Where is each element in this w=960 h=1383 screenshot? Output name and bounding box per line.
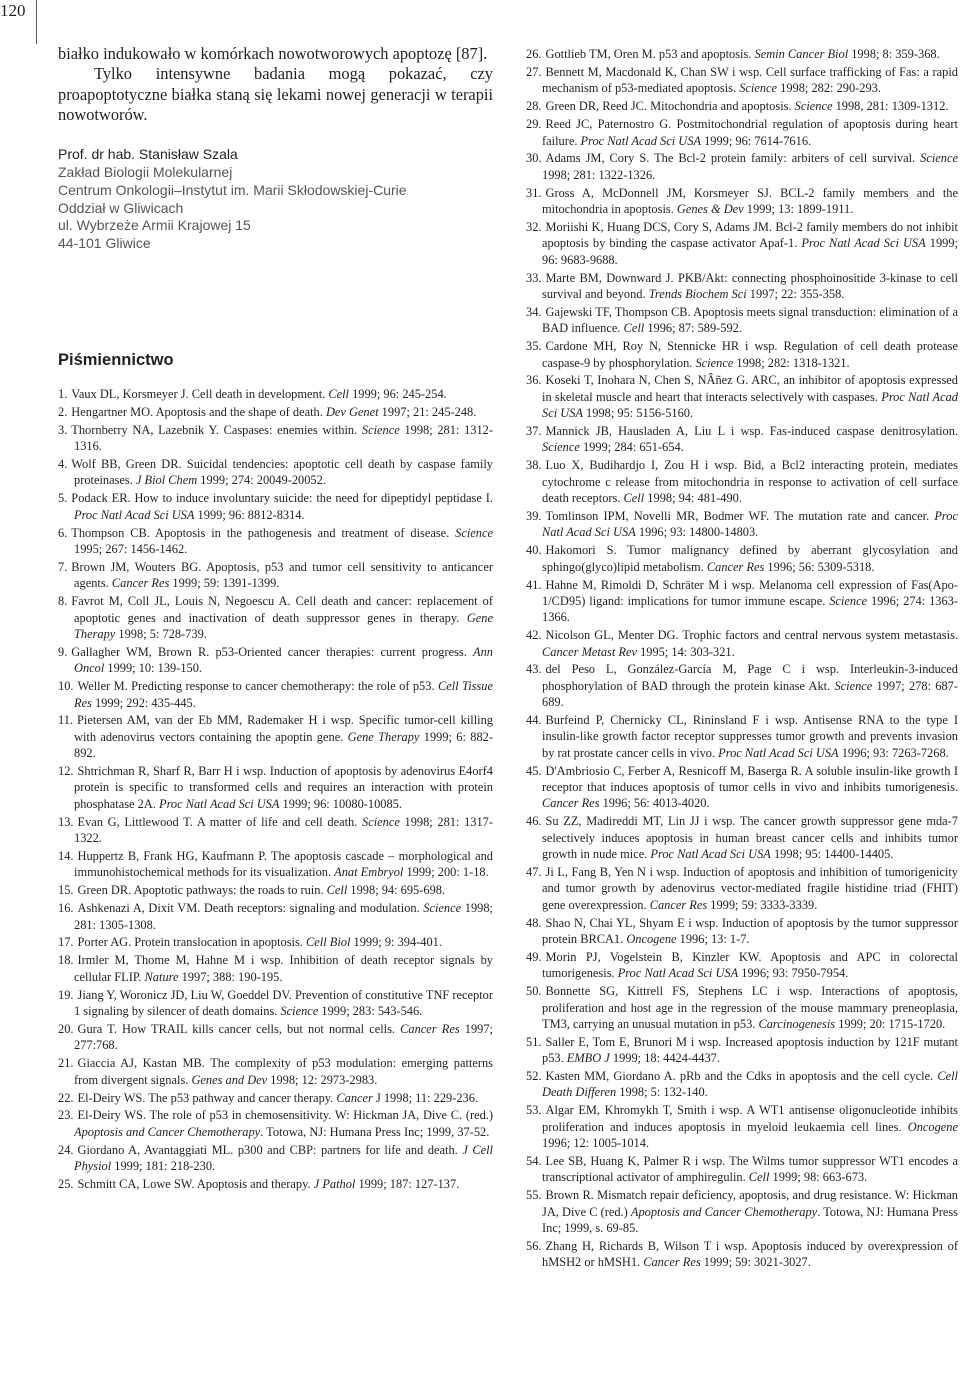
reference-journal: J Biol Chem [135, 473, 198, 488]
reference-details: 1997; 22: 355-358. [746, 286, 845, 301]
reference-text: D'Ambriosio C, Ferber A, Resnicoff M, Baserga R. A soluble insulin-like growth I receptor that induces apoptosis of tumor cells in vivo and inhibits tumorigenesis. [542, 763, 958, 795]
reference-number: 53. [526, 1103, 542, 1118]
reference-journal: Cell Tissue Res [74, 679, 493, 710]
reference-journal: Cell [328, 386, 349, 401]
author-address-line: 44-101 Gliwice [58, 235, 151, 252]
reference-number: 34. [526, 304, 542, 319]
reference-details: 1995; 267: 1456-1462. [74, 542, 188, 557]
reference-number: 2. [58, 404, 68, 419]
reference-item [58, 422, 493, 455]
reference-journal: Cell Death Differen [542, 1069, 958, 1100]
reference-number: 10. [58, 679, 74, 694]
reference-number: 20. [58, 1021, 74, 1036]
reference-text: Hakomori S. Tumor malignancy defined by aberrant glycosylation and sphingo(glyco)lipid metabolism. [542, 543, 958, 574]
reference-text: Reed JC, Paternostro G. Postmitochondrial regulation of apoptosis during heart failure. [542, 117, 958, 148]
reference-details: 1996; 13: 1-7. [676, 931, 750, 946]
reference-text: Pietersen AM, van der Eb MM, Rademaker H i wsp. Specific tumor-cell killing with adenovirus vectors containing the apoptin gene. [74, 713, 493, 744]
reference-details: 1999; 9: 394-401. [350, 935, 442, 950]
reference-item [526, 577, 958, 626]
reference-text: El-Deiry WS. The role of p53 in chemosensitivity. W: Hickman JA, Dive C. (red.) [77, 1108, 493, 1123]
reference-details: 1998; 281: 1322-1326. [542, 167, 656, 182]
reference-number: 3. [58, 422, 68, 437]
reference-journal: Genes & Dev [676, 202, 744, 217]
reference-journal: Proc Natl Acad Sci USA [801, 236, 926, 251]
reference-number: 31. [526, 185, 542, 200]
reference-text: Mannick JB, Hausladen A, Liu L i wsp. Fas-induced caspase denitrosylation. [545, 424, 958, 439]
reference-details: 1999; 98: 663-673. [769, 1170, 868, 1185]
reference-text: Bennett M, Macdonald K, Chan SW i wsp. Cell surface trafficking of Fas: a rapid mechanism of p53-mediated apoptosis. [542, 64, 958, 96]
reference-journal: Science [834, 678, 873, 693]
reference-text: Shao N, Chai YL, Shyam E i wsp. Induction of apoptosis by the tumor suppressor protein BRCA1. [542, 915, 958, 946]
reference-number: 56. [526, 1238, 542, 1253]
reference-details: . Totowa, NJ: Humana Press Inc; 1999, 37-52. [260, 1124, 490, 1139]
reference-text: Koseki T, Inohara N, Chen S, NÂñez G. ARC, an inhibitor of apoptosis expressed in skeletal muscle and heart that interacts selectively with caspases. [542, 373, 958, 404]
reference-journal: Cell [623, 321, 645, 336]
reference-item [526, 423, 958, 456]
reference-details: 1999; 6: 882-892. [74, 729, 493, 761]
reference-journal: Cancer [336, 1090, 373, 1105]
reference-details: 1999; 10: 139-150. [104, 661, 203, 676]
reference-details: 1999; 283: 543-546. [318, 1004, 423, 1019]
reference-item [58, 848, 493, 881]
reference-journal: Anat Embryol [334, 865, 404, 880]
reference-journal: Cell [748, 1170, 770, 1185]
reference-number: 27. [526, 64, 542, 79]
reference-details: 1999; 181: 218-230. [111, 1159, 216, 1174]
reference-text: Huppertz B, Frank HG, Kaufmann P. The apoptosis cascade – morphological and immunohistochemical methods for its visualization. [74, 848, 493, 880]
reference-number: 19. [58, 987, 74, 1002]
reference-journal: Science [695, 355, 734, 370]
reference-item [58, 490, 493, 523]
reference-text: Algar EM, Khromykh T, Smith i wsp. A WT1 antisense oligonucleotide inhibits proliferation and induces apoptosis in myeloid leukaemia cell lines. [542, 1103, 958, 1134]
reference-item [58, 593, 493, 642]
reference-item [58, 1090, 493, 1106]
reference-item [526, 457, 958, 506]
reference-details: 1999; 59: 1391-1399. [169, 576, 280, 591]
reference-details: 1997; 21: 245-248. [378, 404, 477, 419]
reference-number: 30. [526, 151, 542, 166]
reference-item [526, 627, 958, 660]
reference-item [526, 1187, 958, 1236]
reference-item [58, 1176, 493, 1192]
intro-paragraph-1: białko indukowało w komórkach nowotworowych apoptozę [87]. [58, 44, 488, 63]
author-address-line: Centrum Onkologii–Instytut im. Marii Skłodowskiej-Curie [58, 181, 407, 198]
reference-number: 16. [58, 901, 74, 916]
reference-number: 44. [526, 713, 542, 728]
reference-item [58, 952, 493, 985]
reference-item [58, 456, 493, 489]
reference-details: 1999; 96: 9683-9688. [542, 236, 958, 267]
author-address-line: Oddział w Gliwicach [58, 199, 184, 216]
reference-text: Weller M. Predicting response to cancer chemotherapy: the role of p53. [77, 679, 438, 694]
reference-journal: Cancer Res [706, 559, 765, 574]
reference-item [58, 678, 493, 711]
reference-journal: Science [423, 901, 462, 916]
reference-number: 49. [526, 949, 542, 964]
reference-details: 1996; 274: 1363-1366. [542, 593, 958, 625]
reference-item [526, 983, 958, 1032]
reference-number: 9. [58, 644, 68, 659]
reference-journal: Gene Therapy [347, 729, 420, 744]
reference-journal: Science [920, 151, 958, 166]
reference-item [526, 712, 958, 761]
reference-journal: Science [362, 814, 400, 829]
reference-item [526, 1034, 958, 1067]
reference-journal: EMBO J [566, 1051, 610, 1066]
reference-journal: Science [794, 99, 833, 114]
reference-journal: Science [455, 525, 493, 540]
reference-number: 18. [58, 953, 74, 968]
reference-number: 32. [526, 220, 542, 234]
reference-number: 1. [58, 386, 68, 401]
reference-text: Vaux DL, Korsmeyer J. Cell death in development. [71, 386, 329, 401]
reference-journal: Cell [623, 491, 645, 506]
reference-text: Porter AG. Protein translocation in apoptosis. [77, 935, 307, 950]
reference-details: 1998; 281: 1312-1316. [74, 422, 493, 454]
reference-item [526, 304, 958, 337]
reference-number: 48. [526, 915, 542, 930]
reference-item [58, 712, 493, 761]
reference-details: 1998; 5: 728-739. [115, 626, 207, 641]
reference-details: 1999; 18: 4424-4437. [609, 1051, 720, 1066]
reference-details: 1999; 187: 127-137. [355, 1177, 460, 1192]
reference-text: Brown JM, Wouters BG. Apoptosis, p53 and tumor cell sensitivity to anticancer agents. [71, 559, 493, 591]
reference-text: Wolf BB, Green DR. Suicidal tendencies: apoptotic cell death by caspase family proteinases. [71, 457, 493, 488]
reference-number: 7. [58, 559, 68, 574]
reference-item [58, 763, 493, 812]
reference-number: 40. [526, 543, 542, 558]
reference-text: del Peso L, González-García M, Page C i wsp. Interleukin-3-induced phosphorylation of BAD through the protein kinase Akt. [542, 662, 958, 693]
reference-text: Green DR. Apoptotic pathways: the roads to ruin. [77, 883, 327, 898]
reference-journal: Proc Natl Acad Sci USA [617, 966, 739, 981]
reference-details: 1998; 94: 481-490. [644, 491, 742, 506]
reference-item [526, 763, 958, 812]
reference-journal: Proc Natl Acad Sci USA [650, 847, 771, 862]
reference-text: Gottlieb TM, Oren M. p53 and apoptosis. [545, 47, 755, 61]
reference-details: 1999; 274: 20049-20052. [197, 473, 326, 488]
reference-journal: Proc Natl Acad Sci USA [159, 796, 280, 811]
reference-journal: Science [829, 593, 868, 608]
reference-number: 6. [58, 525, 68, 540]
reference-details: . Totowa, NJ: Humana Press Inc; 1999, s. 69-85. [542, 1204, 959, 1235]
reference-journal: Proc Natl Acad Sci USA [718, 745, 839, 760]
reference-text: Ashkenazi A, Dixit VM. Death receptors: signaling and modulation. [77, 901, 424, 916]
reference-details: 1998; 12: 2973-2983. [267, 1072, 378, 1087]
reference-item [58, 559, 493, 592]
reference-details: 1998; 95: 5156-5160. [582, 406, 694, 421]
reference-text: Ji L, Fang B, Yen N i wsp. Induction of apoptosis and inhibition of tumorigenicity and tumor growth by adenovirus vector-mediated fragile histidine triad (FHIT) gene overexpression. [542, 864, 958, 912]
reference-number: 25. [58, 1177, 74, 1192]
reference-text: Bonnette SG, Kittrell FS, Stephens LC i wsp. Interactions of apoptosis, proliferation and host age in the regression of the mouse mammary preneoplasia, TM3, carrying an unusual mutation in p53. [542, 984, 958, 1031]
reference-details: 1999; 96: 10080-10085. [279, 796, 402, 811]
reference-text: Gross A, McDonnell JM, Korsmeyer SJ. BCL-2 family members and the mitochondria in apoptosis. [542, 185, 958, 217]
reference-details: 1999; 96: 8812-8314. [194, 507, 305, 522]
reference-text: Gura T. How TRAIL kills cancer cells, but not normal cells. [77, 1021, 401, 1036]
header-rule [36, 0, 37, 44]
reference-journal: Proc Natl Acad Sci USA [542, 509, 958, 540]
reference-journal: Cancer Res [643, 1255, 701, 1270]
reference-number: 22. [58, 1090, 74, 1105]
reference-number: 5. [58, 491, 68, 506]
references-list-right [526, 46, 958, 1271]
reference-number: 21. [58, 1056, 74, 1071]
reference-number: 42. [526, 628, 542, 643]
reference-text: Gajewski TF, Thompson CB. Apoptosis meets signal transduction: elimination of a BAD influence. [542, 304, 958, 336]
reference-journal: J Pathol [313, 1177, 356, 1192]
intro-paragraph-2: Tylko intensywne badania mogą pokazać, czy proapoptotyczne białka staną się lekami nowej generacji w terapii nowotworów. [58, 64, 493, 124]
page-number: 120 [0, 1, 26, 20]
reference-details: 1996; 87: 589-592. [644, 321, 742, 336]
reference-number: 26. [526, 47, 542, 61]
reference-item [58, 814, 493, 847]
reference-text: Evan G, Littlewood T. A matter of life and cell death. [77, 814, 362, 829]
reference-details: J 1998; 11: 229-236. [372, 1090, 479, 1105]
reference-number: 55. [526, 1188, 542, 1203]
reference-text: Giordano A, Avantaggiati ML. p300 and CBP: partners for life and death. [77, 1142, 463, 1157]
reference-journal: Oncogene [907, 1119, 958, 1134]
reference-journal: Nature [144, 969, 179, 984]
reference-details: 1996; 93: 14800-14803. [635, 525, 759, 540]
reference-details: 1999; 20: 1715-1720. [835, 1016, 946, 1031]
reference-number: 28. [526, 99, 542, 114]
reference-item [58, 882, 493, 898]
reference-details: 1996; 56: 5309-5318. [764, 559, 875, 574]
reference-text: Thompson CB. Apoptosis in the pathogenesis and treatment of disease. [71, 525, 456, 540]
reference-item [526, 116, 958, 149]
reference-number: 41. [526, 577, 542, 592]
reference-journal: Science [739, 81, 778, 96]
reference-details: 1999; 13: 1899-1911. [743, 202, 854, 217]
reference-journal: Proc Natl Acad Sci USA [542, 389, 958, 421]
reference-journal: Cancer Res [111, 576, 170, 591]
reference-text: Nicolson GL, Menter DG. Trophic factors and central nervous system metastasis. [545, 628, 958, 643]
references-list-left [58, 386, 493, 1192]
reference-journal: Proc Natl Acad Sci USA [580, 133, 701, 148]
reference-journal: Carcinogenesis [758, 1016, 836, 1031]
reference-number: 33. [526, 270, 542, 285]
intro-text [58, 44, 493, 125]
reference-number: 36. [526, 373, 542, 388]
reference-details: 1998; 8: 359-368. [848, 47, 940, 61]
reference-item [526, 270, 958, 303]
reference-item [58, 525, 493, 558]
reference-item [526, 150, 958, 183]
reference-item [526, 949, 958, 982]
author-block [58, 146, 493, 253]
reference-number: 14. [58, 848, 74, 863]
reference-text: Podack ER. How to induce involuntary suicide: the need for dipeptidyl peptidase I. [71, 491, 493, 506]
reference-details: 1998; 282: 290-293. [777, 81, 881, 96]
reference-item [526, 338, 958, 371]
reference-journal: J Cell Physiol [74, 1142, 493, 1174]
reference-details: 1999; 292: 435-445. [91, 695, 196, 710]
reference-number: 46. [526, 814, 542, 829]
reference-number: 17. [58, 935, 74, 950]
reference-journal: Cancer Res [400, 1021, 460, 1036]
reference-item [58, 1107, 493, 1140]
reference-text: Burfeind P, Chernicky CL, Rininsland F i wsp. Antisense RNA to the type I insulin-like growth factor receptor suppresses tumor growth and prevents invasion by rat prostate cancer cells in vivo. [542, 713, 958, 760]
reference-number: 23. [58, 1108, 74, 1123]
reference-details: 1999; 59: 3333-3339. [707, 897, 818, 912]
reference-details: 1999; 59: 3021-3027. [700, 1255, 811, 1270]
reference-details: 1997; 277:768. [74, 1021, 493, 1053]
right-column [526, 46, 958, 1272]
reference-details: 1998; 281: 1317-1322. [74, 814, 494, 846]
left-column [58, 44, 493, 1194]
reference-item [526, 1068, 958, 1101]
reference-number: 35. [526, 339, 542, 354]
reference-text: Saller E, Tom E, Brunori M i wsp. Increased apoptosis induction by 121F mutant p53. [542, 1034, 958, 1066]
reference-item [526, 1153, 958, 1186]
reference-item [58, 1055, 493, 1088]
reference-journal: Science [542, 440, 580, 455]
reference-text: Irmler M, Thome M, Hahne M i wsp. Inhibition of death receptor signals by cellular FLIP. [74, 953, 493, 984]
reference-number: 43. [526, 662, 542, 677]
reference-item [526, 864, 958, 913]
reference-item [58, 386, 493, 402]
reference-item [526, 185, 958, 218]
reference-item [526, 372, 958, 421]
reference-number: 39. [526, 509, 542, 523]
reference-text: Kasten MM, Giordano A. pRb and the Cdks in apoptosis and the cell cycle. [545, 1069, 938, 1084]
reference-text: Zhang H, Richards B, Wilson T i wsp. Apoptosis induced by overexpression of hMSH2 or hMSH1. [542, 1238, 958, 1270]
reference-journal: Oncogene [626, 931, 677, 946]
reference-item [526, 219, 958, 268]
author-name: Prof. dr hab. Stanisław Szala [58, 146, 238, 163]
reference-details: 1998; 94: 695-698. [347, 883, 446, 898]
reference-details: 1996; 93: 7263-7268. [838, 745, 949, 760]
reference-journal: Semin Cancer Biol [754, 47, 849, 61]
reference-item [526, 1102, 958, 1151]
reference-journal: Trends Biochem Sci [648, 286, 747, 301]
reference-journal: Cancer Metast Rev [542, 644, 637, 659]
reference-number: 13. [58, 814, 74, 829]
reference-item [58, 1021, 493, 1054]
reference-details: 1999; 96: 7614-7616. [700, 133, 812, 148]
reference-journal: Cancer Res [649, 897, 708, 912]
reference-text: Adams JM, Cory S. The Bcl-2 protein family: arbiters of cell survival. [545, 151, 921, 166]
reference-number: 50. [526, 984, 542, 999]
reference-text: Green DR, Reed JC. Mitochondria and apoptosis. [545, 99, 795, 114]
reference-text: Schmitt CA, Lowe SW. Apoptosis and therapy. [77, 1177, 314, 1192]
reference-details: 1999; 96: 245-254. [349, 386, 447, 401]
reference-details: 1997; 278: 687-689. [542, 678, 958, 710]
reference-journal: Cancer Res [542, 796, 600, 811]
reference-text: Hengartner MO. Apoptosis and the shape of death. [71, 404, 326, 419]
reference-number: 8. [58, 594, 68, 609]
reference-text: Shtrichman R, Sharf R, Barr H i wsp. Induction of apoptosis by adenovirus E4orf4 protein is specific to transformed cells and requires an interaction with protein phosphatase 2A. [74, 764, 493, 811]
reference-journal: Apoptosis and Cancer Chemotherapy [630, 1204, 818, 1219]
reference-number: 24. [58, 1142, 74, 1157]
reference-number: 47. [526, 864, 542, 879]
reference-text: El-Deiry WS. The p53 pathway and cancer therapy. [77, 1090, 337, 1105]
reference-details: 1996; 56: 4013-4020. [599, 796, 710, 811]
author-address-line: Zakład Biologii Molekularnej [58, 163, 233, 180]
reference-text: Morin PJ, Vogelstein B, Kinzler KW. Apoptosis and APC in colorectal tumorigenesis. [542, 949, 958, 981]
reference-item [58, 934, 493, 950]
reference-number: 4. [58, 457, 68, 472]
reference-item [58, 1142, 493, 1175]
reference-details: 1998; 281: 1305-1308. [74, 901, 493, 932]
reference-journal: Gene Therapy [74, 610, 493, 641]
reference-details: 1998; 282: 1318-1321. [733, 355, 850, 370]
reference-details: 1998, 281: 1309-1312. [832, 99, 949, 114]
reference-item [58, 404, 493, 420]
reference-journal: Science [361, 422, 400, 437]
reference-number: 15. [58, 883, 74, 898]
reference-item [526, 542, 958, 575]
reference-item [526, 915, 958, 948]
reference-details: 1999; 284: 651-654. [579, 440, 684, 455]
reference-journal: Ann Oncol [74, 644, 493, 676]
reference-number: 37. [526, 424, 542, 439]
reference-details: 1996; 93: 7950-7954. [738, 966, 849, 981]
reference-journal: Genes and Dev [191, 1072, 268, 1087]
reference-item [526, 1238, 958, 1271]
reference-number: 12. [58, 764, 74, 779]
reference-text: Su ZZ, Madireddi MT, Lin JJ i wsp. The cancer growth suppressor gene mda-7 selectively induces apoptosis in human breast cancer cells and inhibits tumor growth in nude mice. [542, 814, 958, 862]
reference-text: Hahne M, Rimoldi D, Schräter M i wsp. Melanoma cell expression of Fas(Apo-1/CD95) ligand: implications for tumor immune escape. [542, 577, 958, 608]
reference-details: 1997; 388: 190-195. [178, 969, 283, 984]
reference-text: Lee SB, Huang K, Palmer R i wsp. The Wilms tumor suppressor WT1 encodes a transcriptional activator of amphiregulin. [542, 1153, 958, 1185]
reference-journal: Dev Genet [325, 404, 379, 419]
reference-item [526, 98, 958, 114]
reference-text: Brown R. Mismatch repair deficiency, apoptosis, and drug resistance. W: Hickman JA, Dive C (red.) [542, 1188, 958, 1219]
references-heading: Piśmiennictwo [58, 350, 174, 369]
reference-journal: Cell [326, 883, 348, 898]
reference-details: 1996; 12: 1005-1014. [542, 1136, 650, 1151]
reference-number: 38. [526, 458, 542, 473]
reference-journal: Proc Natl Acad Sci USA [74, 507, 195, 522]
reference-item [526, 64, 958, 97]
reference-text: Jiang Y, Woronicz JD, Liu W, Goeddel DV. Prevention of constitutive TNF receptor 1 signaling by silencer of death domains. [74, 987, 493, 1019]
reference-number: 45. [526, 763, 542, 778]
reference-details: 1999; 200: 1-18. [403, 865, 489, 880]
reference-journal: Science [280, 1004, 319, 1019]
reference-number: 51. [526, 1034, 542, 1049]
reference-item [526, 661, 958, 710]
reference-number: 54. [526, 1153, 542, 1168]
reference-item [58, 644, 493, 677]
reference-text: Luo X, Budihardjo I, Zou H i wsp. Bid, a Bcl2 interacting protein, mediates cytochrome c release from mitochondria in response to activation of cell surface death receptors. [542, 458, 958, 506]
reference-text: Cardone MH, Roy N, Stennicke HR i wsp. Regulation of cell death protease caspase-9 by phosphorylation. [542, 339, 958, 370]
reference-journal: Cell Biol [306, 935, 351, 950]
reference-text: Moriishi K, Huang DCS, Cory S, Adams JM. Bcl-2 family members do not inhibit apoptosis by binding the caspase activator Apaf-1. [542, 220, 958, 251]
reference-item [526, 508, 958, 541]
reference-number: 11. [58, 713, 74, 728]
reference-text: Marte BM, Downward J. PKB/Akt: connecting phosphoinositide 3-kinase to cell survival and beyond. [542, 270, 958, 301]
author-address-line: ul. Wybrzeże Armii Krajowej 15 [58, 217, 251, 234]
reference-details: 1998; 95: 14400-14405. [770, 847, 894, 862]
reference-text: Giaccia AJ, Kastan MB. The complexity of p53 modulation: emerging patterns from divergent signals. [74, 1056, 493, 1087]
reference-text: Thornberry NA, Lazebnik Y. Caspases: enemies within. [71, 422, 362, 437]
reference-item [526, 813, 958, 862]
reference-number: 29. [526, 117, 542, 132]
reference-text: Tomlinson IPM, Novelli MR, Bodmer WF. The mutation rate and cancer. [545, 509, 935, 523]
reference-text: Favrot M, Coll JL, Louis N, Negoescu A. Cell death and cancer: replacement of apoptotic genes and inactivation of death suppressor genes in therapy. [71, 594, 493, 625]
reference-item [526, 46, 958, 62]
reference-item [58, 900, 493, 933]
reference-details: 1998; 5: 132-140. [616, 1085, 708, 1100]
reference-text: Gallagher WM, Brown R. p53-Oriented cancer therapies: current progress. [71, 644, 474, 659]
reference-details: 1995; 14: 303-321. [636, 644, 735, 659]
reference-number: 52. [526, 1069, 542, 1084]
reference-item [58, 987, 493, 1020]
reference-journal: Apoptosis and Cancer Chemotherapy [74, 1124, 261, 1139]
